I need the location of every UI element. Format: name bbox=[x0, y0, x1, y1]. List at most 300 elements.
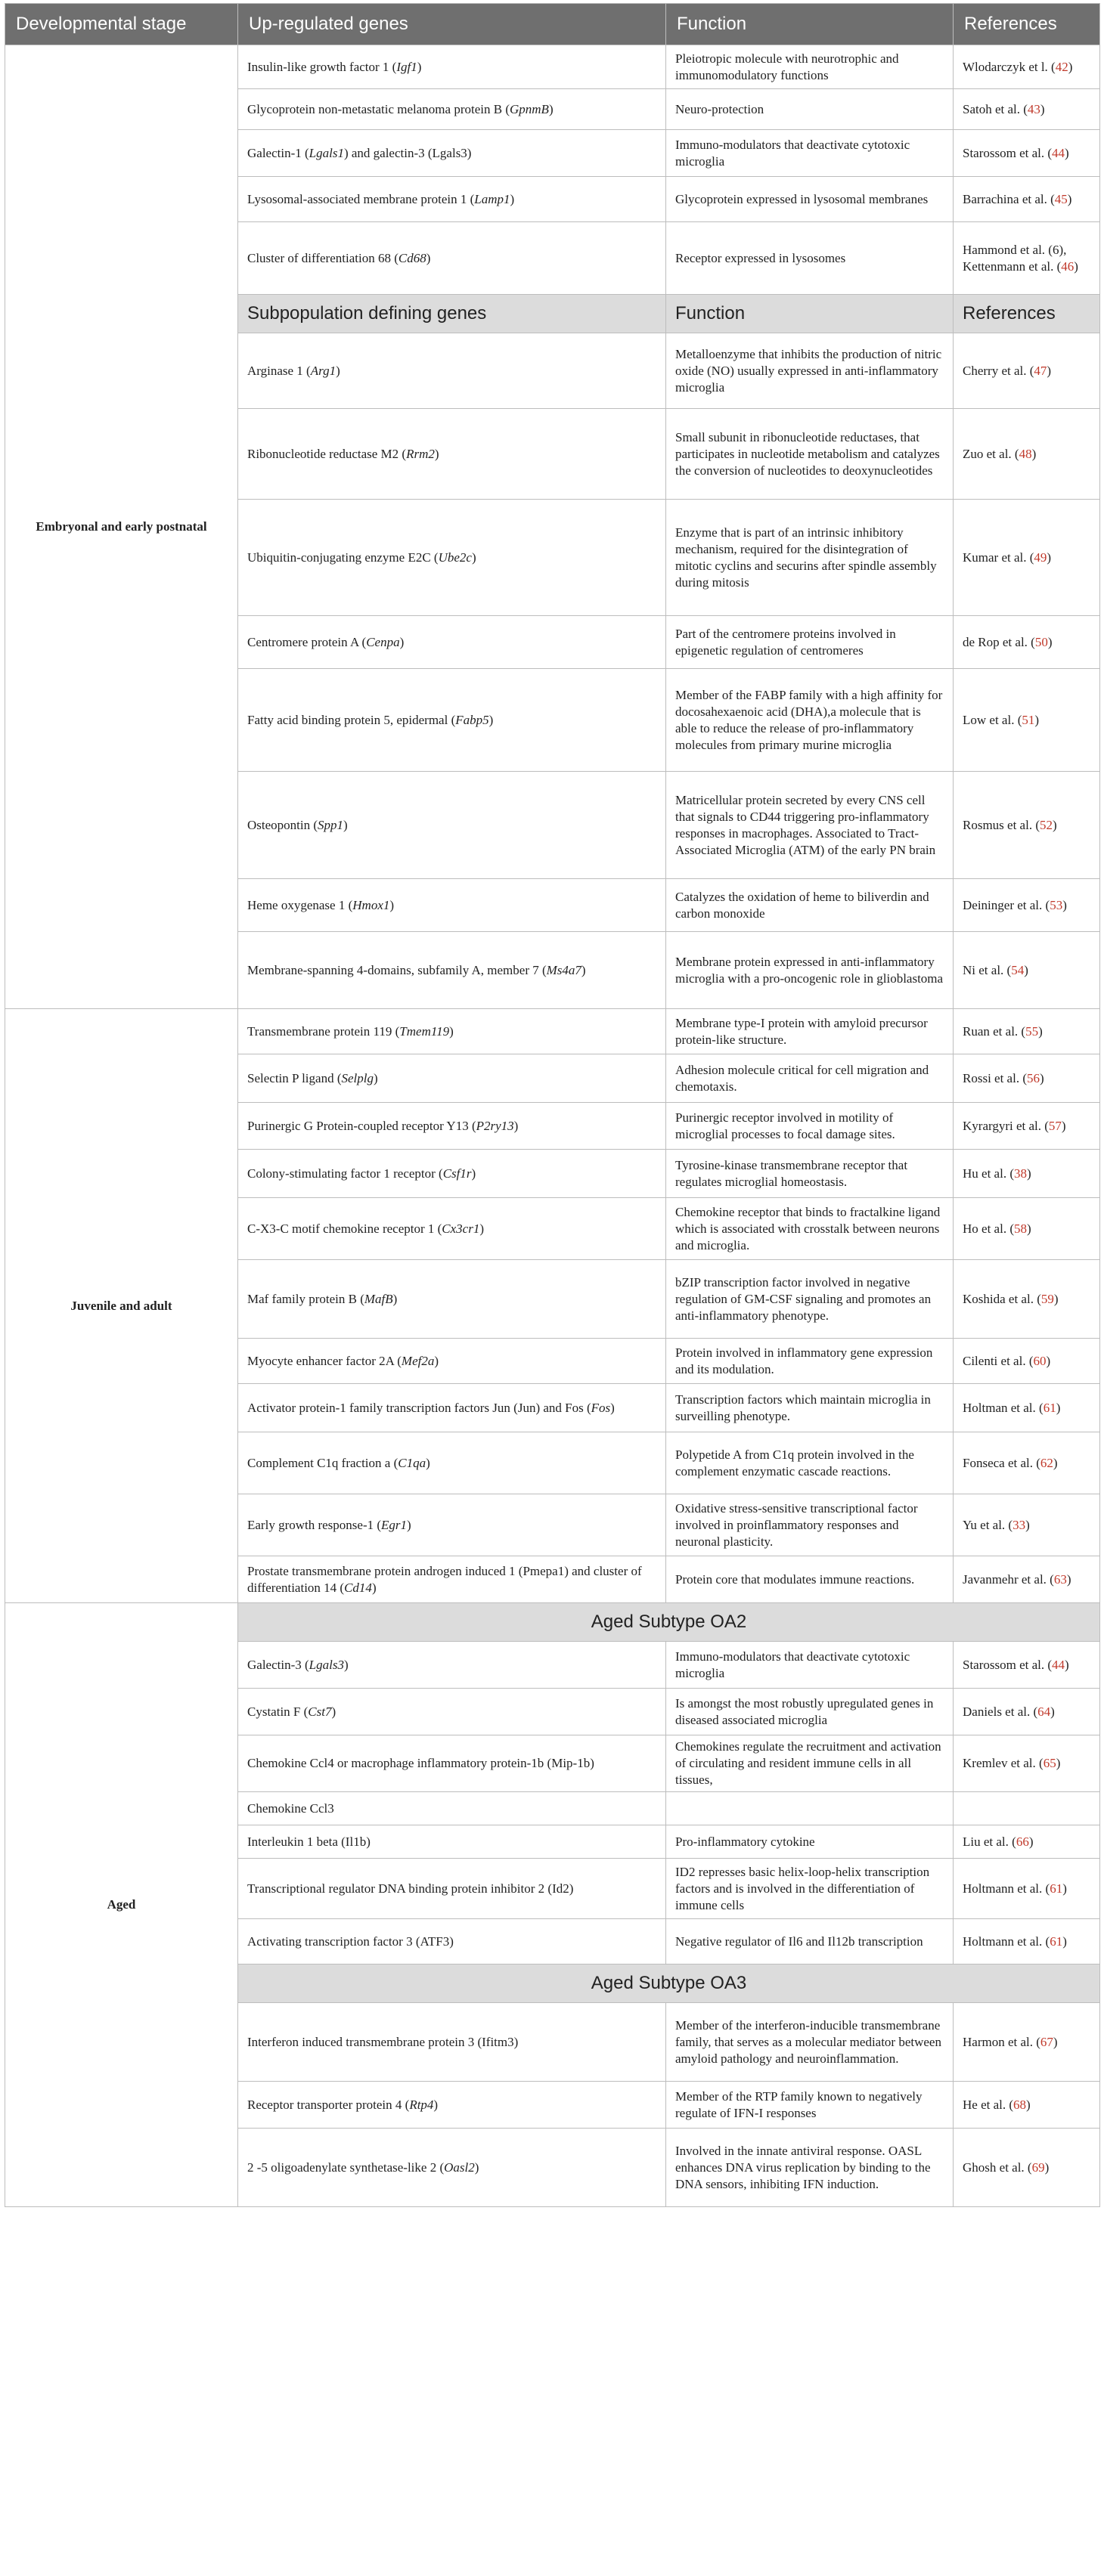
reference-cell bbox=[954, 2003, 1100, 2082]
gene-name-suffix: ) bbox=[434, 446, 439, 461]
reference-link[interactable]: 59 bbox=[1040, 1291, 1054, 1306]
reference-authors: Hu et al. ( bbox=[963, 1166, 1014, 1181]
gene-cell bbox=[238, 130, 666, 177]
reference-authors: He et al. ( bbox=[963, 2097, 1014, 2112]
gene-symbol: Hmox1 bbox=[352, 897, 390, 912]
reference-link[interactable]: 38 bbox=[1013, 1166, 1027, 1181]
subpopulation-genes-header: Subpopulation defining genes bbox=[238, 295, 666, 333]
gene-symbol: Mef2a bbox=[401, 1353, 435, 1368]
reference-authors: Hammond et al. (6), Kettenmann et al. ( bbox=[963, 242, 1067, 274]
function-cell: Enzyme that is part of an intrinsic inhibitory mechanism, required for the disintegration of mitotic cyclins and securins after spindle assembly during mitosis bbox=[666, 500, 954, 616]
reference-cell bbox=[954, 1494, 1100, 1556]
function-cell: Protein core that modulates immune reactions. bbox=[666, 1556, 954, 1603]
stage-cell-embryonal: Embryonal and early postnatal bbox=[5, 45, 238, 1009]
gene-name: Galectin-3 ( bbox=[247, 1657, 309, 1672]
reference-link[interactable]: 47 bbox=[1034, 363, 1047, 378]
reference-link[interactable]: 64 bbox=[1037, 1704, 1051, 1719]
reference-close: ) bbox=[1028, 1834, 1034, 1849]
gene-cell bbox=[238, 879, 666, 932]
reference-close: ) bbox=[1031, 446, 1037, 461]
function-cell: Polypetide A from C1q protein involved in the complement enzymatic cascade reactions. bbox=[666, 1432, 954, 1494]
reference-link[interactable]: 49 bbox=[1034, 550, 1047, 565]
reference-cell bbox=[954, 1339, 1100, 1384]
function-cell: Chemokines regulate the recruitment and activation of circulating and resident immune cells in all tissues, bbox=[666, 1735, 954, 1792]
gene-name: Heme oxygenase 1 ( bbox=[247, 897, 353, 912]
gene-cell bbox=[238, 1859, 666, 1919]
reference-link[interactable]: 60 bbox=[1033, 1353, 1047, 1368]
function-cell: Pleiotropic molecule with neurotrophic and immunomodulatory functions bbox=[666, 45, 954, 89]
reference-close: ) bbox=[1068, 59, 1073, 74]
gene-symbol: Igf1 bbox=[396, 59, 417, 74]
gene-cell bbox=[238, 45, 666, 89]
gene-cell bbox=[238, 333, 666, 409]
reference-link[interactable]: 42 bbox=[1055, 59, 1068, 74]
gene-table bbox=[5, 3, 1100, 2207]
gene-name: Purinergic G Protein-coupled receptor Y13 ( bbox=[247, 1118, 476, 1133]
header-references: References bbox=[954, 4, 1100, 45]
function-cell: Receptor expressed in lysosomes bbox=[666, 222, 954, 295]
gene-name-suffix: ) bbox=[417, 59, 422, 74]
gene-name: Chemokine Ccl4 or macrophage inflammatory protein-1b (Mip-1b) bbox=[247, 1756, 594, 1770]
reference-link[interactable]: 57 bbox=[1048, 1118, 1062, 1133]
reference-cell bbox=[954, 879, 1100, 932]
gene-name: Complement C1q fraction a ( bbox=[247, 1455, 398, 1470]
gene-name-suffix: ) bbox=[434, 1353, 439, 1368]
gene-cell bbox=[238, 1054, 666, 1103]
gene-symbol: Ube2c bbox=[438, 550, 472, 565]
reference-cell bbox=[954, 500, 1100, 616]
gene-name-suffix: ) bbox=[610, 1400, 615, 1415]
function-cell: Matricellular protein secreted by every CNS cell that signals to CD44 triggering pro-inflammatory responses in macrophages. Associated to Tract-Associated Microglia (ATM) of the early PN brain bbox=[666, 772, 954, 879]
function-cell: Purinergic receptor involved in motility of microglial processes to focal damage sites. bbox=[666, 1103, 954, 1150]
subtype-band-oa3: Aged Subtype OA3 bbox=[238, 1965, 1100, 2003]
reference-close: ) bbox=[1047, 550, 1052, 565]
subpopulation-function-header: Function bbox=[666, 295, 954, 333]
reference-cell bbox=[954, 1103, 1100, 1150]
function-cell: Immuno-modulators that deactivate cytotoxic microglia bbox=[666, 130, 954, 177]
reference-close: ) bbox=[1061, 1118, 1066, 1133]
gene-name-suffix: ) bbox=[374, 1070, 378, 1085]
reference-link[interactable]: 68 bbox=[1013, 2097, 1027, 2112]
gene-symbol: Cx3cr1 bbox=[442, 1221, 480, 1236]
gene-name: Osteopontin ( bbox=[247, 817, 318, 832]
function-cell: Involved in the innate antiviral response. OASL enhances DNA virus replication by binding to the DNA sensors, inhibiting IFN induction. bbox=[666, 2129, 954, 2207]
reference-close: ) bbox=[1074, 259, 1078, 274]
reference-close: ) bbox=[1062, 1881, 1067, 1896]
gene-cell bbox=[238, 2003, 666, 2082]
reference-authors: Harmon et al. ( bbox=[963, 2034, 1040, 2049]
reference-authors: Holtmann et al. ( bbox=[963, 1881, 1050, 1896]
reference-cell bbox=[954, 2129, 1100, 2207]
gene-cell bbox=[238, 222, 666, 295]
gene-symbol: Lgals3 bbox=[309, 1657, 344, 1672]
reference-authors: Zuo et al. ( bbox=[963, 446, 1019, 461]
subpopulation-references-header: References bbox=[954, 295, 1100, 333]
function-cell: Immuno-modulators that deactivate cytotoxic microglia bbox=[666, 1642, 954, 1689]
gene-name-suffix: ) bbox=[471, 550, 476, 565]
gene-name: Early growth response-1 ( bbox=[247, 1517, 382, 1532]
reference-cell bbox=[954, 1198, 1100, 1260]
function-cell: Small subunit in ribonucleotide reductases, that participates in nucleotide metabolism and catalyzes the conversion of nucleotides to deoxynucleotides bbox=[666, 409, 954, 500]
reference-cell bbox=[954, 1825, 1100, 1859]
reference-link[interactable]: 61 bbox=[1050, 1881, 1063, 1896]
reference-close: ) bbox=[1056, 1400, 1061, 1415]
reference-authors: Liu et al. ( bbox=[963, 1834, 1016, 1849]
reference-close: ) bbox=[1050, 1704, 1055, 1719]
reference-close: ) bbox=[1046, 1353, 1051, 1368]
reference-authors: Kyrargyri et al. ( bbox=[963, 1118, 1049, 1133]
reference-cell bbox=[954, 130, 1100, 177]
reference-authors: Kumar et al. ( bbox=[963, 550, 1034, 565]
gene-cell bbox=[238, 89, 666, 130]
function-cell: ID2 represses basic helix-loop-helix transcription factors and is involved in the differentiation of immune cells bbox=[666, 1859, 954, 1919]
reference-close: ) bbox=[1026, 2097, 1031, 2112]
reference-link[interactable]: 51 bbox=[1022, 712, 1035, 727]
reference-authors: Wlodarczyk et l. ( bbox=[963, 59, 1056, 74]
gene-name-suffix: ) bbox=[343, 1657, 349, 1672]
reference-close: ) bbox=[1040, 101, 1045, 116]
reference-cell bbox=[954, 45, 1100, 89]
gene-name-suffix: ) bbox=[510, 191, 515, 206]
gene-cell bbox=[238, 1494, 666, 1556]
function-cell: Member of the interferon-inducible transmembrane family, that serves as a molecular mediator between amyloid pathology and neuroinflammation. bbox=[666, 2003, 954, 2082]
reference-cell bbox=[954, 1919, 1100, 1965]
header-function: Function bbox=[666, 4, 954, 45]
gene-name: 2 -5 oligoadenylate synthetase-like 2 ( bbox=[247, 2160, 445, 2175]
gene-symbol: Oasl2 bbox=[444, 2160, 475, 2175]
gene-symbol: Cd68 bbox=[398, 250, 426, 265]
gene-symbol: Ms4a7 bbox=[546, 962, 581, 977]
gene-cell bbox=[238, 409, 666, 500]
gene-name-suffix: ) bbox=[479, 1221, 485, 1236]
function-cell: Negative regulator of Il6 and Il12b transcription bbox=[666, 1919, 954, 1965]
gene-symbol: GpnmB bbox=[509, 101, 549, 116]
gene-cell bbox=[238, 1825, 666, 1859]
reference-authors: de Rop et al. ( bbox=[963, 634, 1035, 649]
reference-link[interactable]: 67 bbox=[1040, 2034, 1053, 2049]
reference-link[interactable]: 44 bbox=[1052, 145, 1065, 160]
gene-name: Ribonucleotide reductase M2 ( bbox=[247, 446, 407, 461]
reference-link[interactable]: 61 bbox=[1043, 1400, 1056, 1415]
gene-cell bbox=[238, 1689, 666, 1735]
reference-authors: Kremlev et al. ( bbox=[963, 1756, 1044, 1770]
gene-symbol: Selplg bbox=[341, 1070, 374, 1085]
gene-name-suffix: ) bbox=[488, 712, 494, 727]
gene-name: Glycoprotein non-metastatic melanoma protein B ( bbox=[247, 101, 510, 116]
gene-name-suffix: ) bbox=[548, 101, 554, 116]
gene-name: Lysosomal-associated membrane protein 1 ( bbox=[247, 191, 475, 206]
reference-link[interactable]: 58 bbox=[1013, 1221, 1027, 1236]
gene-symbol: Lamp1 bbox=[474, 191, 510, 206]
reference-close: ) bbox=[1053, 817, 1057, 832]
reference-cell bbox=[954, 1009, 1100, 1054]
gene-name-suffix: ) bbox=[371, 1580, 377, 1595]
gene-symbol: Rrm2 bbox=[406, 446, 435, 461]
gene-name: Prostate transmembrane protein androgen induced 1 (Pmepa1) and cluster of differentiation 14 ( bbox=[247, 1563, 642, 1595]
reference-close: ) bbox=[1024, 962, 1028, 977]
reference-authors: Deininger et al. ( bbox=[963, 897, 1050, 912]
function-cell: Part of the centromere proteins involved in epigenetic regulation of centromeres bbox=[666, 616, 954, 669]
gene-cell bbox=[238, 616, 666, 669]
reference-authors: Yu et al. ( bbox=[963, 1517, 1013, 1532]
reference-authors: Fonseca et al. ( bbox=[963, 1455, 1040, 1470]
gene-name: Centromere protein A ( bbox=[247, 634, 367, 649]
gene-name-suffix: ) bbox=[433, 2097, 439, 2112]
gene-symbol: Cenpa bbox=[366, 634, 400, 649]
table-header-row bbox=[5, 4, 1100, 45]
reference-cell bbox=[954, 1859, 1100, 1919]
gene-cell bbox=[238, 1150, 666, 1198]
reference-authors: Ruan et al. ( bbox=[963, 1023, 1026, 1039]
reference-close: ) bbox=[1066, 1571, 1071, 1587]
reference-cell bbox=[954, 333, 1100, 409]
reference-close: ) bbox=[1065, 1657, 1069, 1672]
reference-authors: Starossom et al. ( bbox=[963, 145, 1053, 160]
reference-cell bbox=[954, 669, 1100, 772]
gene-name-suffix: ) bbox=[474, 2160, 479, 2175]
function-cell: Catalyzes the oxidation of heme to biliverdin and carbon monoxide bbox=[666, 879, 954, 932]
reference-cell bbox=[954, 932, 1100, 1009]
reference-close: ) bbox=[1062, 897, 1067, 912]
reference-close: ) bbox=[1067, 191, 1072, 206]
reference-close: ) bbox=[1053, 1455, 1058, 1470]
gene-name-suffix: ) bbox=[426, 250, 431, 265]
table-row bbox=[5, 45, 1100, 89]
reference-authors: Ho et al. ( bbox=[963, 1221, 1014, 1236]
table-body bbox=[5, 45, 1100, 2207]
gene-symbol: MafB bbox=[364, 1291, 393, 1306]
gene-cell bbox=[238, 500, 666, 616]
header-stage: Developmental stage bbox=[5, 4, 238, 45]
reference-cell bbox=[954, 1054, 1100, 1103]
function-cell: Member of the FABP family with a high affinity for docosahexaenoic acid (DHA),a molecule that is able to reduce the release of pro-inflammatory molecules from primary murine microglia bbox=[666, 669, 954, 772]
gene-cell bbox=[238, 1919, 666, 1965]
function-cell: Adhesion molecule critical for cell migration and chemotaxis. bbox=[666, 1054, 954, 1103]
gene-cell bbox=[238, 2082, 666, 2129]
reference-authors: Low et al. ( bbox=[963, 712, 1022, 727]
reference-close: ) bbox=[1062, 1934, 1067, 1949]
function-cell: Is amongst the most robustly upregulated genes in diseased associated microglia bbox=[666, 1689, 954, 1735]
reference-link[interactable]: 66 bbox=[1016, 1834, 1029, 1849]
reference-authors: Cilenti et al. ( bbox=[963, 1353, 1034, 1368]
gene-name: Selectin P ligand ( bbox=[247, 1070, 342, 1085]
gene-name-suffix: ) bbox=[449, 1023, 454, 1039]
gene-name: Arginase 1 ( bbox=[247, 363, 311, 378]
gene-symbol: Lgals1 bbox=[309, 145, 344, 160]
gene-name: Myocyte enhancer factor 2A ( bbox=[247, 1353, 402, 1368]
gene-cell bbox=[238, 1260, 666, 1339]
reference-close: ) bbox=[1053, 2034, 1058, 2049]
reference-link[interactable]: 55 bbox=[1025, 1023, 1039, 1039]
reference-link[interactable]: 56 bbox=[1027, 1070, 1040, 1085]
reference-cell bbox=[954, 89, 1100, 130]
gene-name-suffix: ) and galectin-3 (Lgals3) bbox=[343, 145, 472, 160]
reference-authors: Holtman et al. ( bbox=[963, 1400, 1044, 1415]
gene-cell bbox=[238, 1198, 666, 1260]
subtype-band-oa2: Aged Subtype OA2 bbox=[238, 1603, 1100, 1642]
reference-link[interactable]: 48 bbox=[1019, 446, 1032, 461]
reference-cell bbox=[954, 222, 1100, 295]
gene-symbol: P2ry13 bbox=[476, 1118, 514, 1133]
gene-cell bbox=[238, 1792, 666, 1825]
gene-name-suffix: ) bbox=[343, 817, 348, 832]
stage-cell-aged: Aged bbox=[5, 1603, 238, 2207]
reference-authors: Starossom et al. ( bbox=[963, 1657, 1053, 1672]
gene-name: Chemokine Ccl3 bbox=[247, 1800, 334, 1816]
gene-cell bbox=[238, 1339, 666, 1384]
function-cell: bZIP transcription factor involved in negative regulation of GM-CSF signaling and promotes an anti-inflammatory phenotype. bbox=[666, 1260, 954, 1339]
function-cell: Membrane protein expressed in anti-inflammatory microglia with a pro-oncogenic role in glioblastoma bbox=[666, 932, 954, 1009]
gene-name-suffix: ) bbox=[331, 1704, 336, 1719]
reference-link[interactable]: 33 bbox=[1013, 1517, 1026, 1532]
gene-symbol: Rtp4 bbox=[409, 2097, 434, 2112]
gene-name: Galectin-1 ( bbox=[247, 145, 309, 160]
reference-cell bbox=[954, 1642, 1100, 1689]
gene-name-suffix: ) bbox=[389, 897, 395, 912]
reference-link[interactable]: 65 bbox=[1043, 1756, 1056, 1770]
gene-symbol: Csf1r bbox=[442, 1166, 472, 1181]
reference-close: ) bbox=[1025, 1517, 1030, 1532]
reference-close: ) bbox=[1026, 1166, 1031, 1181]
gene-symbol: Fabp5 bbox=[455, 712, 489, 727]
reference-close: ) bbox=[1053, 1291, 1059, 1306]
reference-cell bbox=[954, 772, 1100, 879]
gene-name: Fatty acid binding protein 5, epidermal ( bbox=[247, 712, 456, 727]
gene-name: Receptor transporter protein 4 ( bbox=[247, 2097, 410, 2112]
reference-authors: Ni et al. ( bbox=[963, 962, 1012, 977]
gene-name: Activator protein-1 family transcription factors Jun (Jun) and Fos ( bbox=[247, 1400, 591, 1415]
gene-name-suffix: ) bbox=[581, 962, 586, 977]
function-cell: Transcription factors which maintain microglia in surveilling phenotype. bbox=[666, 1384, 954, 1432]
gene-name-suffix: ) bbox=[426, 1455, 430, 1470]
reference-link[interactable]: 44 bbox=[1052, 1657, 1065, 1672]
gene-cell bbox=[238, 1009, 666, 1054]
gene-symbol: Cd14 bbox=[344, 1580, 372, 1595]
reference-cell bbox=[954, 1735, 1100, 1792]
reference-link[interactable]: 63 bbox=[1053, 1571, 1067, 1587]
function-cell: Chemokine receptor that binds to fractalkine ligand which is associated with crosstalk between neurons and microglia. bbox=[666, 1198, 954, 1260]
reference-close: ) bbox=[1038, 1023, 1043, 1039]
reference-cell bbox=[954, 177, 1100, 222]
function-cell: Protein involved in inflammatory gene expression and its modulation. bbox=[666, 1339, 954, 1384]
gene-name: Interleukin 1 beta (Il1b) bbox=[247, 1834, 371, 1849]
reference-close: ) bbox=[1047, 363, 1052, 378]
gene-symbol: Egr1 bbox=[381, 1517, 408, 1532]
reference-close: ) bbox=[1040, 1070, 1044, 1085]
reference-link[interactable]: 62 bbox=[1040, 1455, 1053, 1470]
reference-link[interactable]: 69 bbox=[1031, 2160, 1045, 2175]
gene-name-suffix: ) bbox=[399, 634, 405, 649]
reference-authors: Rossi et al. ( bbox=[963, 1070, 1027, 1085]
gene-symbol: Cst7 bbox=[308, 1704, 332, 1719]
gene-name: Membrane-spanning 4-domains, subfamily A, member 7 ( bbox=[247, 962, 547, 977]
stage-cell-juvenile: Juvenile and adult bbox=[5, 1009, 238, 1603]
gene-name: Transcriptional regulator DNA binding protein inhibitor 2 (Id2) bbox=[247, 1881, 574, 1896]
gene-cell bbox=[238, 1384, 666, 1432]
reference-close: ) bbox=[1047, 634, 1053, 649]
gene-name-suffix: ) bbox=[407, 1517, 411, 1532]
gene-name-suffix: ) bbox=[336, 363, 340, 378]
function-cell: Glycoprotein expressed in lysosomal membranes bbox=[666, 177, 954, 222]
reference-cell bbox=[954, 1260, 1100, 1339]
reference-authors: Daniels et al. ( bbox=[963, 1704, 1038, 1719]
reference-link[interactable]: 54 bbox=[1011, 962, 1025, 977]
gene-name: Cluster of differentiation 68 ( bbox=[247, 250, 398, 265]
gene-name-suffix: ) bbox=[392, 1291, 398, 1306]
gene-name-suffix: ) bbox=[471, 1166, 476, 1181]
reference-link[interactable]: 46 bbox=[1061, 259, 1075, 274]
reference-link[interactable]: 50 bbox=[1034, 634, 1048, 649]
function-cell bbox=[666, 1792, 954, 1825]
reference-authors: Ghosh et al. ( bbox=[963, 2160, 1032, 2175]
gene-name: Insulin-like growth factor 1 ( bbox=[247, 59, 397, 74]
gene-name: Maf family protein B ( bbox=[247, 1291, 364, 1306]
gene-name: Transmembrane protein 119 ( bbox=[247, 1023, 400, 1039]
table-row bbox=[5, 1009, 1100, 1054]
gene-name: C-X3-C motif chemokine receptor 1 ( bbox=[247, 1221, 442, 1236]
gene-cell bbox=[238, 1735, 666, 1792]
gene-symbol: Arg1 bbox=[310, 363, 336, 378]
gene-name: Interferon induced transmembrane protein 3 (Ifitm3) bbox=[247, 2034, 519, 2049]
reference-cell bbox=[954, 1689, 1100, 1735]
function-cell: Member of the RTP family known to negatively regulate of IFN-I responses bbox=[666, 2082, 954, 2129]
reference-link[interactable]: 43 bbox=[1027, 101, 1040, 116]
reference-cell bbox=[954, 2082, 1100, 2129]
gene-cell bbox=[238, 177, 666, 222]
reference-cell bbox=[954, 1384, 1100, 1432]
gene-cell bbox=[238, 1432, 666, 1494]
reference-link[interactable]: 53 bbox=[1050, 897, 1063, 912]
gene-symbol: Fos bbox=[591, 1400, 611, 1415]
reference-close: ) bbox=[1056, 1756, 1061, 1770]
reference-cell bbox=[954, 616, 1100, 669]
reference-cell bbox=[954, 409, 1100, 500]
function-cell: Metalloenzyme that inhibits the production of nitric oxide (NO) usually expressed in anti-inflammatory microglia bbox=[666, 333, 954, 409]
subtype-band-row bbox=[5, 1603, 1100, 1642]
gene-name: Activating transcription factor 3 (ATF3) bbox=[247, 1934, 454, 1949]
function-cell: Membrane type-I protein with amyloid precursor protein-like structure. bbox=[666, 1009, 954, 1054]
reference-link[interactable]: 52 bbox=[1040, 817, 1053, 832]
gene-name: Ubiquitin-conjugating enzyme E2C ( bbox=[247, 550, 439, 565]
reference-link[interactable]: 45 bbox=[1054, 191, 1068, 206]
reference-authors: Cherry et al. ( bbox=[963, 363, 1034, 378]
reference-close: ) bbox=[1034, 712, 1040, 727]
reference-cell bbox=[954, 1556, 1100, 1603]
reference-authors: Holtmann et al. ( bbox=[963, 1934, 1050, 1949]
gene-name: Colony-stimulating factor 1 receptor ( bbox=[247, 1166, 443, 1181]
gene-symbol: Tmem119 bbox=[399, 1023, 450, 1039]
header-genes: Up-regulated genes bbox=[238, 4, 666, 45]
function-cell: Pro-inflammatory cytokine bbox=[666, 1825, 954, 1859]
reference-cell bbox=[954, 1150, 1100, 1198]
gene-cell bbox=[238, 772, 666, 879]
function-cell: Tyrosine-kinase transmembrane receptor that regulates microglial homeostasis. bbox=[666, 1150, 954, 1198]
reference-authors: Javanmehr et al. ( bbox=[963, 1571, 1054, 1587]
gene-name: Cystatin F ( bbox=[247, 1704, 309, 1719]
reference-authors: Koshida et al. ( bbox=[963, 1291, 1041, 1306]
gene-cell bbox=[238, 932, 666, 1009]
reference-close: ) bbox=[1044, 2160, 1050, 2175]
reference-cell bbox=[954, 1792, 1100, 1825]
gene-cell bbox=[238, 1103, 666, 1150]
gene-name-suffix: ) bbox=[513, 1118, 519, 1133]
reference-close: ) bbox=[1026, 1221, 1031, 1236]
reference-close: ) bbox=[1065, 145, 1069, 160]
reference-cell bbox=[954, 1432, 1100, 1494]
gene-cell bbox=[238, 669, 666, 772]
reference-link[interactable]: 61 bbox=[1050, 1934, 1063, 1949]
gene-cell bbox=[238, 2129, 666, 2207]
